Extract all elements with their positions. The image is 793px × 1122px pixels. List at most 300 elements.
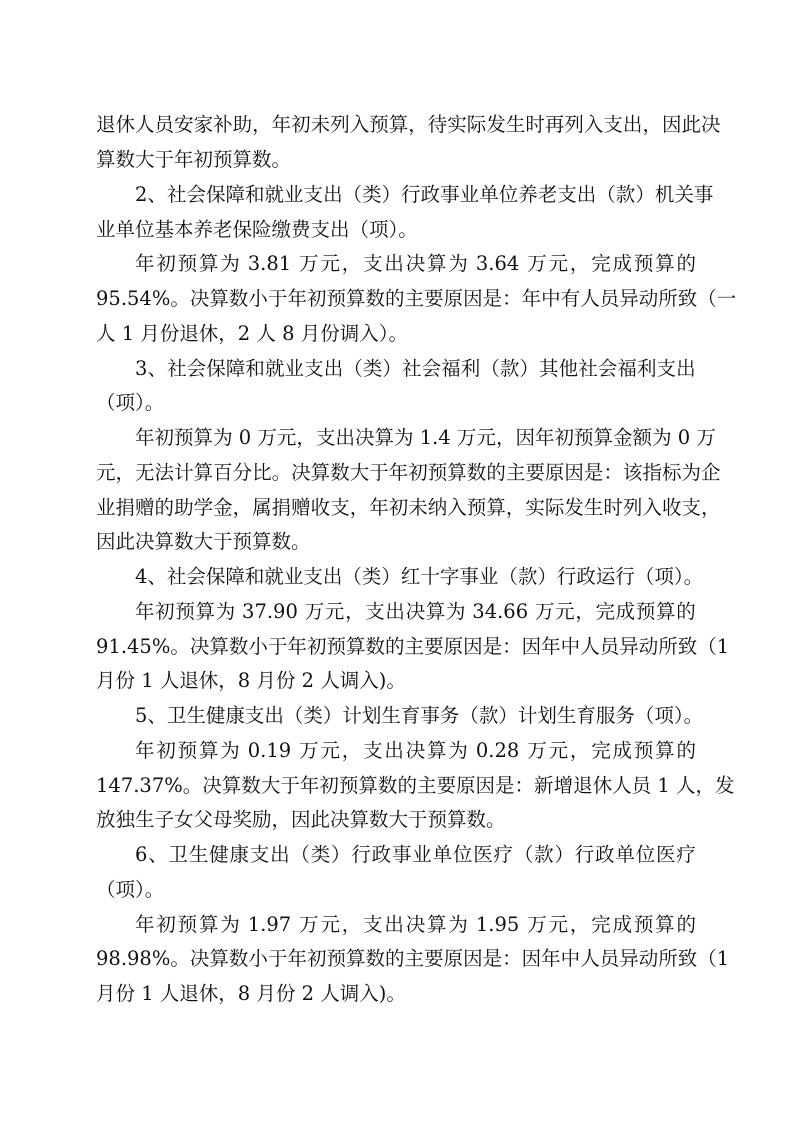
text-line [0, 107, 793, 143]
glyph: 决 [405, 600, 426, 623]
glyph: 动 [638, 947, 659, 970]
glyph: 员 [599, 287, 620, 310]
glyph: 为 [445, 600, 472, 623]
glyph: 于 [267, 635, 288, 658]
glyph: ， [700, 496, 721, 519]
glyph: 算 [427, 739, 447, 762]
glyph: 社 [166, 183, 187, 206]
glyph: 小 [248, 635, 268, 658]
glyph: ： [603, 461, 623, 484]
glyph: 0 [677, 426, 697, 449]
text-line [0, 837, 793, 873]
glyph: 。 [170, 635, 190, 658]
glyph: 预 [633, 913, 654, 936]
glyph: 百 [213, 461, 233, 484]
glyph: 增 [553, 774, 574, 797]
glyph: ， [232, 496, 253, 519]
glyph: ： [514, 774, 535, 797]
glyph: 算 [209, 287, 229, 310]
glyph: 生 [583, 496, 604, 519]
glyph: （ [342, 183, 363, 206]
glyph: 社 [578, 357, 598, 380]
glyph: ， [341, 739, 362, 762]
glyph: 主 [416, 774, 437, 797]
glyph: 成 [612, 252, 633, 275]
glyph: 原 [455, 774, 476, 797]
glyph: ， [349, 496, 370, 519]
glyph: 人 [580, 635, 600, 658]
glyph: 额 [632, 426, 653, 449]
glyph: 类 [362, 357, 383, 380]
glyph: 初 [155, 600, 175, 623]
glyph: 退 [96, 113, 116, 136]
glyph: 万 [534, 600, 555, 623]
glyph: 元 [476, 426, 496, 449]
glyph: 所 [658, 287, 678, 310]
glyph: （ [697, 635, 717, 658]
glyph: 预 [466, 496, 487, 519]
glyph: ， [115, 461, 136, 484]
glyph: 类 [362, 183, 382, 206]
glyph: 出 [622, 113, 643, 136]
glyph: 小 [248, 947, 268, 970]
glyph: 是 [482, 947, 503, 970]
text-line: 因此决算数大于预算数。 [96, 530, 311, 553]
glyph: 款 [534, 843, 554, 866]
glyph: 支 [363, 913, 383, 936]
text-line [0, 629, 793, 665]
glyph: 支 [315, 426, 336, 449]
glyph: 算 [209, 635, 229, 658]
glyph: 、 [148, 843, 168, 866]
glyph: 完 [591, 739, 611, 762]
glyph: 是 [482, 287, 503, 310]
glyph: 指 [642, 461, 662, 484]
glyph: 就 [264, 183, 285, 206]
glyph: 出 [384, 739, 404, 762]
glyph: 预 [326, 947, 346, 970]
glyph: 万 [527, 913, 547, 936]
glyph: 因 [521, 947, 542, 970]
glyph: 初 [306, 947, 327, 970]
glyph: 原 [443, 947, 464, 970]
glyph: 是 [482, 635, 503, 658]
glyph: 赠 [135, 496, 155, 519]
glyph: 年 [534, 426, 555, 449]
glyph: 支 [681, 496, 701, 519]
glyph: 完 [591, 913, 611, 936]
glyph: 万 [527, 739, 547, 762]
glyph: 卫 [168, 843, 189, 866]
glyph: 时 [525, 113, 545, 136]
glyph: 因 [463, 635, 483, 658]
glyph: 行 [574, 843, 595, 866]
glyph: ， [345, 600, 365, 623]
glyph: 入 [447, 496, 467, 519]
text-line [0, 281, 793, 317]
glyph: 3.81 [247, 252, 298, 275]
glyph: 补 [213, 113, 233, 136]
glyph: 障 [225, 357, 246, 380]
glyph: 医 [473, 843, 493, 866]
glyph: 年 [521, 287, 542, 310]
text-line [0, 246, 793, 282]
glyph: 算 [486, 496, 506, 519]
glyph: 发 [714, 774, 735, 797]
text-line [0, 594, 793, 630]
glyph: 年 [287, 635, 307, 658]
glyph: ， [296, 426, 316, 449]
glyph: 人 [580, 287, 600, 310]
glyph: 算 [209, 947, 229, 970]
glyph: 实 [447, 113, 467, 136]
glyph: 位 [498, 183, 519, 206]
glyph: 算 [374, 426, 394, 449]
glyph: 年 [541, 947, 561, 970]
glyph: 社 [167, 357, 187, 380]
glyph: 疗 [676, 843, 696, 866]
glyph: 万 [456, 426, 477, 449]
glyph: 元 [555, 600, 575, 623]
glyph: 98.98% [96, 947, 171, 970]
glyph: 要 [424, 635, 444, 658]
glyph: 类 [310, 843, 331, 866]
glyph: 业 [96, 496, 116, 519]
glyph: 员 [154, 113, 175, 136]
glyph: 预 [177, 913, 198, 936]
glyph: 动 [638, 635, 659, 658]
glyph: 初 [306, 287, 327, 310]
glyph: 机 [654, 183, 675, 206]
glyph: 因 [564, 461, 584, 484]
glyph: 、 [147, 183, 167, 206]
glyph: 会 [421, 357, 442, 380]
glyph: （ [343, 357, 363, 380]
glyph: 生 [188, 843, 209, 866]
glyph: 金 [613, 426, 633, 449]
glyph: 为 [220, 739, 246, 762]
glyph: 比 [252, 461, 272, 484]
glyph: 147.37% [96, 774, 183, 797]
glyph: 预 [175, 600, 195, 623]
glyph: 算 [221, 774, 242, 797]
glyph: 业 [284, 183, 304, 206]
glyph: 学 [193, 496, 214, 519]
glyph: 助 [232, 113, 253, 136]
glyph: 因 [515, 426, 535, 449]
glyph: 为 [448, 252, 475, 275]
glyph: 主 [505, 461, 526, 484]
glyph: 主 [404, 947, 425, 970]
glyph: 91.45% [96, 635, 171, 658]
glyph: 福 [441, 357, 461, 380]
glyph: 为 [448, 913, 475, 936]
glyph: 数 [365, 287, 386, 310]
glyph: 其 [539, 357, 559, 380]
glyph: 中 [541, 287, 561, 310]
glyph: 决 [202, 774, 222, 797]
glyph: ） [331, 843, 351, 866]
glyph: 员 [599, 947, 620, 970]
glyph: 1.95 [475, 913, 526, 936]
glyph: 中 [560, 947, 581, 970]
glyph: 3 [135, 357, 148, 380]
glyph: 异 [619, 947, 639, 970]
glyph: 年 [135, 600, 155, 623]
glyph: ， [569, 252, 590, 275]
glyph: 医 [656, 843, 676, 866]
glyph: 出 [576, 183, 597, 206]
glyph: 决 [405, 913, 426, 936]
glyph: ： [502, 947, 522, 970]
glyph: 列 [330, 113, 350, 136]
glyph: 完 [595, 600, 616, 623]
glyph: 预 [369, 113, 389, 136]
glyph: 决 [700, 113, 721, 136]
glyph: 37.90 [242, 600, 305, 623]
glyph: 算 [198, 913, 219, 936]
glyph: 款 [615, 183, 636, 206]
glyph: 年 [135, 913, 155, 936]
glyph: 事 [693, 183, 714, 206]
glyph: 决 [189, 947, 210, 970]
glyph: 收 [661, 496, 682, 519]
text-line: 人 1 月份退休，2 人 8 月份调入）。 [96, 322, 408, 345]
glyph: 要 [424, 287, 444, 310]
text-line: 业单位基本养老保险缴费支出（项）。 [96, 218, 418, 241]
glyph: 数 [365, 947, 386, 970]
glyph: 出 [335, 426, 355, 449]
glyph: 算 [656, 600, 676, 623]
glyph: 算 [310, 461, 331, 484]
glyph: 大 [349, 461, 370, 484]
glyph: 为 [220, 913, 246, 936]
glyph: 致 [677, 947, 698, 970]
glyph: 算 [358, 774, 378, 797]
glyph: 赠 [291, 496, 311, 519]
glyph: 捐 [271, 496, 292, 519]
glyph: 小 [248, 287, 268, 310]
glyph: 支 [603, 113, 623, 136]
glyph: 于 [267, 947, 288, 970]
glyph: 业 [284, 357, 305, 380]
glyph: ， [252, 113, 272, 136]
glyph: 的 [385, 947, 405, 970]
glyph: 发 [486, 113, 506, 136]
glyph: ， [495, 426, 516, 449]
glyph: ： [502, 287, 522, 310]
glyph: 初 [156, 252, 176, 275]
glyph: 异 [619, 287, 639, 310]
glyph: 主 [404, 635, 425, 658]
glyph: 于 [369, 461, 389, 484]
glyph: 0.28 [475, 739, 526, 762]
glyph: 支 [249, 843, 270, 866]
glyph: 待 [427, 113, 448, 136]
glyph: 法 [154, 461, 175, 484]
glyph: 算 [655, 739, 675, 762]
glyph: 算 [198, 739, 219, 762]
glyph: 出 [270, 843, 290, 866]
glyph: 保 [206, 357, 226, 380]
glyph: 成 [612, 913, 633, 936]
glyph: 。 [170, 287, 190, 310]
glyph: 入 [349, 113, 370, 136]
glyph: 决 [405, 739, 426, 762]
glyph: 的 [676, 913, 696, 936]
glyph: 保 [205, 183, 226, 206]
glyph: 单 [479, 183, 499, 206]
glyph: （ [290, 843, 310, 866]
glyph: 算 [447, 461, 467, 484]
glyph: 支 [330, 496, 350, 519]
glyph: 收 [310, 496, 331, 519]
glyph: 福 [617, 357, 637, 380]
glyph: 健 [209, 843, 229, 866]
glyph: 员 [631, 774, 658, 797]
glyph: 数 [228, 635, 249, 658]
glyph: 家 [193, 113, 214, 136]
glyph: 和 [245, 183, 265, 206]
glyph: 要 [424, 947, 444, 970]
glyph: 支 [363, 739, 383, 762]
glyph: 出 [384, 252, 404, 275]
glyph: 养 [518, 183, 538, 206]
glyph: 时 [603, 496, 623, 519]
glyph: 入 [583, 113, 604, 136]
glyph: 属 [252, 496, 272, 519]
glyph: 事 [391, 843, 412, 866]
glyph: 年 [541, 635, 561, 658]
glyph: 疗 [493, 843, 514, 866]
glyph: 退 [573, 774, 593, 797]
text-line [0, 907, 793, 943]
glyph: 算 [346, 287, 366, 310]
glyph: 要 [525, 461, 545, 484]
glyph: 因 [475, 774, 496, 797]
glyph: 万 [696, 426, 716, 449]
glyph: 他 [558, 357, 579, 380]
glyph: 算 [655, 252, 675, 275]
glyph: ， [695, 774, 715, 797]
glyph: 实 [525, 496, 545, 519]
glyph: ） [519, 357, 539, 380]
glyph: 算 [425, 600, 446, 623]
text-line [0, 351, 793, 387]
glyph: 的 [676, 739, 696, 762]
glyph: ， [642, 113, 662, 136]
glyph: 1 [657, 774, 676, 797]
glyph: 1 [716, 635, 730, 658]
glyph: 出 [384, 913, 404, 936]
glyph: 1.4 [419, 426, 457, 449]
glyph: 事 [440, 183, 460, 206]
glyph: 金 [213, 496, 233, 519]
glyph: 会 [186, 357, 207, 380]
glyph: 列 [622, 496, 643, 519]
glyph: 0.19 [247, 739, 298, 762]
glyph: 支 [656, 357, 677, 380]
glyph: 决 [189, 287, 210, 310]
glyph: 行 [351, 843, 371, 866]
glyph: 元 [320, 739, 340, 762]
glyph: 出 [385, 600, 405, 623]
glyph: 决 [354, 426, 375, 449]
glyph: 是 [583, 461, 604, 484]
glyph: 员 [599, 635, 620, 658]
glyph: 支 [363, 252, 383, 275]
glyph: 预 [174, 426, 194, 449]
glyph: 算 [198, 252, 219, 275]
glyph: 元 [548, 252, 569, 275]
glyph: 算 [193, 461, 214, 484]
glyph: 款 [499, 357, 520, 380]
glyph: （ [480, 357, 500, 380]
glyph: 决 [405, 252, 426, 275]
glyph: 数 [241, 774, 261, 797]
text-line [0, 420, 793, 456]
glyph: 年 [287, 287, 307, 310]
text-line [0, 733, 793, 769]
glyph: ） [554, 843, 574, 866]
glyph: 际 [544, 496, 565, 519]
glyph: 障 [225, 183, 245, 206]
glyph: 此 [681, 113, 701, 136]
glyph: 预 [574, 426, 594, 449]
glyph: 人 [135, 113, 155, 136]
glyph: 原 [443, 635, 464, 658]
glyph: 年 [299, 774, 320, 797]
glyph: 元 [548, 739, 569, 762]
glyph: 元 [96, 461, 116, 484]
glyph: ： [502, 635, 522, 658]
glyph: 致 [677, 635, 698, 658]
glyph: 预 [633, 252, 654, 275]
glyph: 决 [189, 635, 210, 658]
glyph: ） [381, 183, 402, 206]
text-line: 4、社会保障和就业支出（类）红十字事业（款）行政运行（项）。 [135, 565, 704, 588]
text-line: 月份 1 人退休，8 月份 2 人调入)。 [96, 669, 406, 692]
glyph: 年 [271, 113, 292, 136]
glyph: 算 [655, 913, 675, 936]
glyph: 捐 [115, 496, 136, 519]
glyph: 支 [304, 357, 324, 380]
glyph: 人 [675, 774, 696, 797]
text-line [0, 455, 793, 491]
glyph: （ [697, 947, 717, 970]
glyph: 关 [674, 183, 694, 206]
glyph: 初 [156, 739, 176, 762]
glyph: 的 [676, 252, 696, 275]
text-line: （项）。 [96, 878, 165, 901]
glyph: 企 [700, 461, 721, 484]
glyph: 元 [320, 252, 340, 275]
glyph: 无 [135, 461, 155, 484]
glyph: 分 [232, 461, 253, 484]
glyph: 算 [427, 913, 447, 936]
glyph: 新 [534, 774, 554, 797]
glyph: 该 [622, 461, 643, 484]
glyph: 0 [238, 426, 258, 449]
glyph: 初 [408, 461, 428, 484]
glyph: 万 [299, 739, 319, 762]
glyph: 预 [633, 739, 654, 762]
glyph: 成 [615, 600, 636, 623]
glyph: 预 [326, 287, 346, 310]
glyph: 业 [459, 183, 480, 206]
glyph: 年 [135, 252, 155, 275]
text-line [0, 941, 793, 977]
